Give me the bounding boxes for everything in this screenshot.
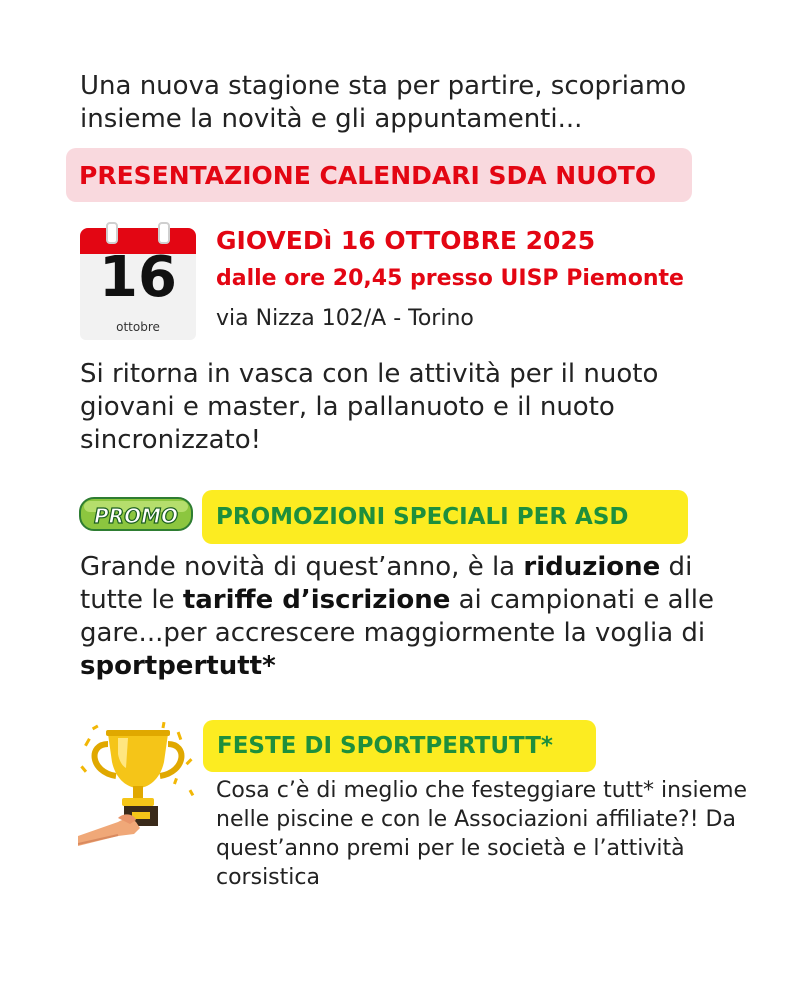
intro-text (80, 70, 760, 136)
trophy-icon (78, 718, 198, 858)
calendar-day: 16 (99, 245, 177, 310)
promo-text-1: Grande novità di quest’anno, è la (80, 552, 524, 582)
promo-bold-2: tariffe d’iscrizione (182, 585, 451, 615)
calendar-ring-left (106, 222, 118, 244)
feste-description: Cosa c’è di meglio che festeggiare tutt* insieme nelle piscine e con le Associazioni affiliate?! Da quest’anno premi per le società e l’attività corsistica (216, 778, 748, 890)
promo-description (80, 551, 760, 683)
calendar-month: ottobre (116, 320, 160, 334)
presentation-description: Si ritorna in vasca con le attività per il nuoto giovani e master, la pallanuoto e il nuoto sincronizzato! (80, 359, 659, 455)
promo-heading: PROMOZIONI SPECIALI PER ASD (202, 490, 688, 544)
promo-badge-icon (78, 494, 194, 534)
event-date: GIOVEDì 16 OTTOBRE 2025 (216, 226, 596, 255)
event-time: dalle ore 20,45 presso UISP Piemonte (216, 266, 684, 291)
intro-line-1: Una nuova stagione sta per partire, scopriamo (80, 71, 687, 101)
feste-heading: FESTE DI SPORTPERTUTT* (203, 720, 596, 772)
promo-badge-label: PROMO (94, 504, 178, 528)
calendar-ring-right (158, 222, 170, 244)
presentation-heading: PRESENTAZIONE CALENDARI SDA NUOTO (66, 148, 692, 202)
promo-bold-3: sportpertutt* (80, 651, 276, 681)
promo-text-2: di tutte le (80, 552, 693, 615)
event-address: via Nizza 102/A - Torino (216, 306, 474, 331)
promo-text-3: ai campionati e alle gare...per accrescere maggiormente la voglia di (80, 585, 714, 648)
promo-bold-1: riduzione (523, 552, 661, 582)
intro-line-2: insieme la novità e gli appuntamenti... (80, 104, 583, 134)
calendar-icon (80, 222, 196, 340)
